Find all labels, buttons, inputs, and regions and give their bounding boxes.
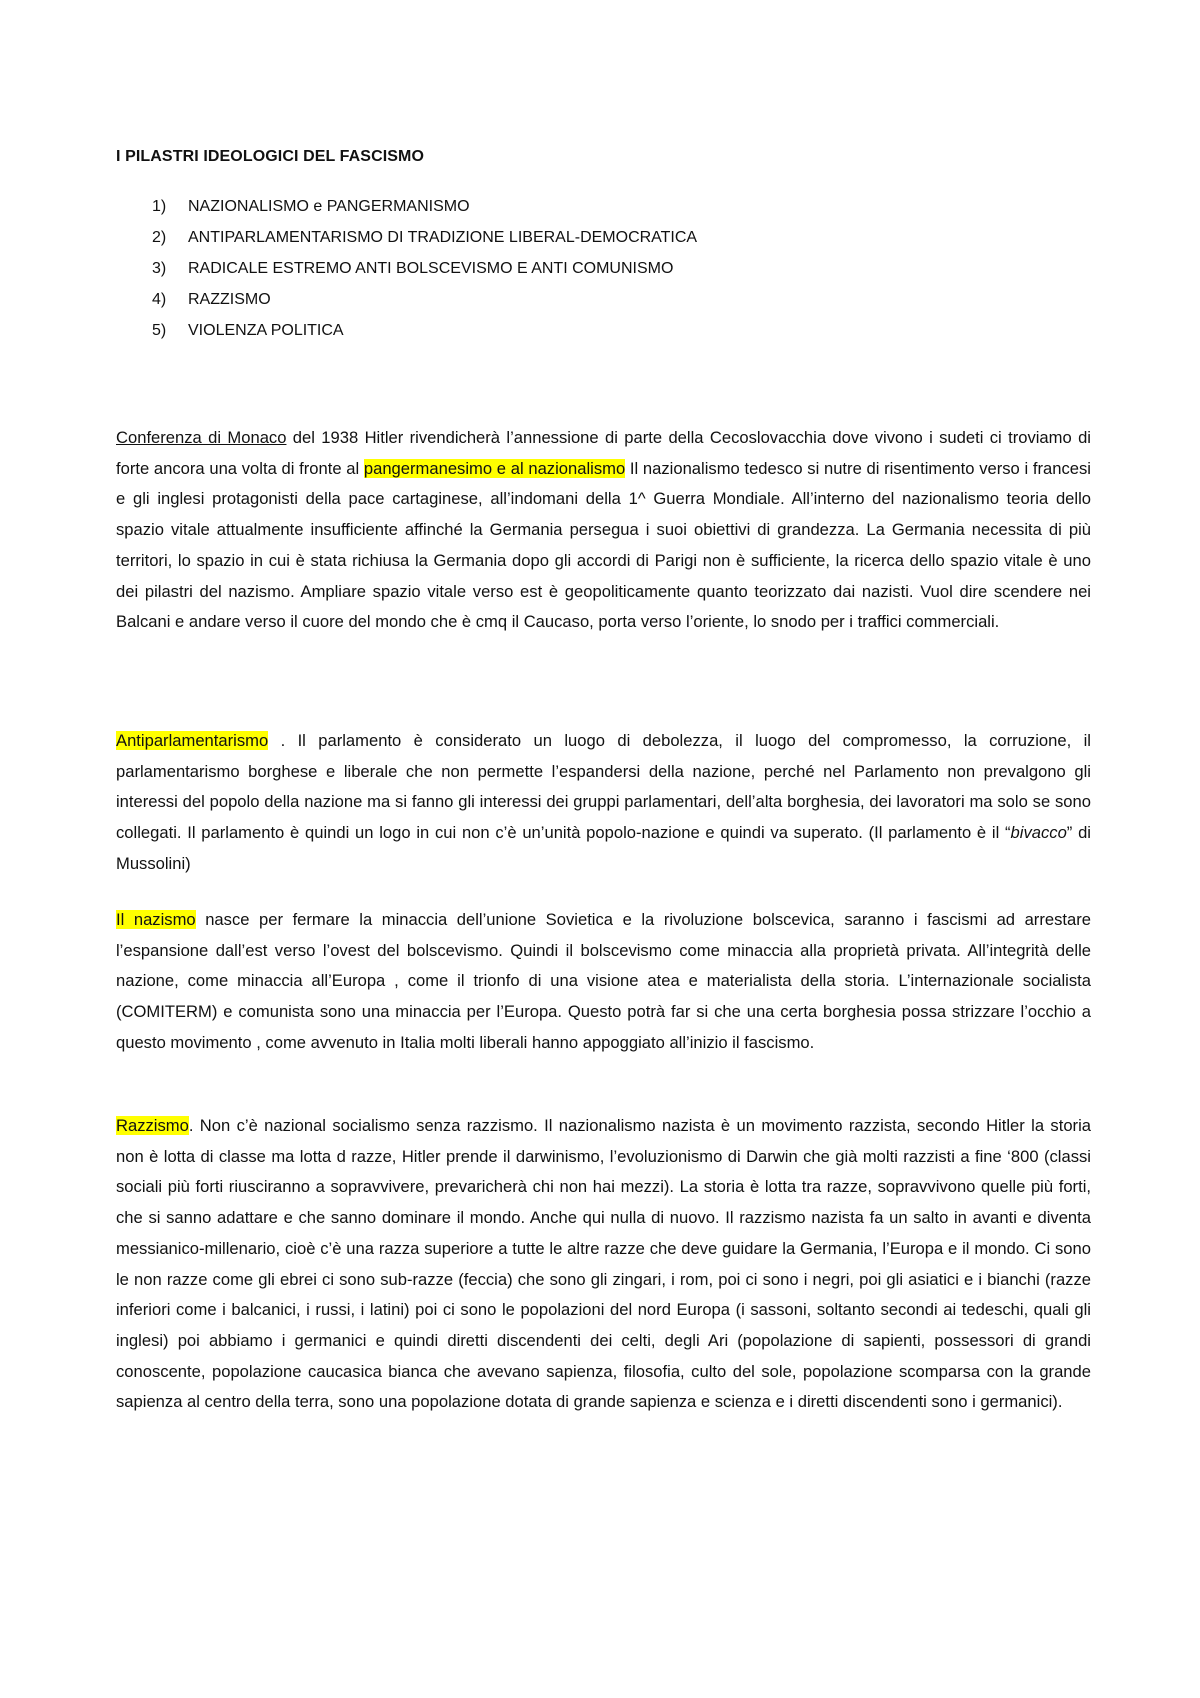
- paragraph-antiparlamentarismo: [116, 726, 1091, 880]
- highlighted-term: pangermanesimo e al nazionalismo: [363, 458, 626, 478]
- paragraph-nazionalismo: [116, 423, 1091, 638]
- list-number: 4): [152, 291, 167, 308]
- list-item: [152, 229, 697, 260]
- paragraph-nazismo: [116, 905, 1091, 1059]
- paragraph-text: nasce per fermare la minaccia dell’unione Sovietica e la rivoluzione bolscevica, saranno i fascismi ad arrestare l’espansione dall’est verso l’ovest del bolscevismo. Quindi il bolscevismo come minaccia alla proprietà privata. All’integrità delle nazione, come minaccia all’Europa , come il trionfo di una visione atea e materialista della storia. L’internazionale socialista (COMITERM) e comunista sono una minaccia per l’Europa. Questo potrà far si che una certa borghesia possa strizzare l’occhio a questo movimento , come avvenuto in Italia molti liberali hanno appoggiato all’inizio il fascismo.: [116, 910, 1091, 1052]
- list-number: 1): [152, 198, 167, 215]
- list-text: ANTIPARLAMENTARISMO DI TRADIZIONE LIBERAL-DEMOCRATICA: [188, 229, 698, 246]
- paragraph-razzismo: [116, 1111, 1091, 1418]
- highlighted-term: Il nazismo: [116, 910, 196, 929]
- paragraph-text: . Il parlamento è considerato un luogo di debolezza, il luogo del compromesso, la corruzione, il parlamentarismo borghese e liberale che non permette l’espandersi della nazione, perché nel Parlamento non prevalgono gli interessi del popolo della nazione ma si fanno gli interessi dei gruppi parlamentari, dell’alta borghesia, dei lavoratori ma solo se sono collegati. Il parlamento è quindi un logo in cui non c’è un’unità popolo-nazione e quindi va superato. (Il parlamento è il “: [116, 731, 1091, 843]
- list-item: [152, 260, 697, 291]
- paragraph-text: ” di Mussolini): [116, 823, 1091, 873]
- list-text: RADICALE ESTREMO ANTI BOLSCEVISMO E ANTI COMUNISMO: [188, 260, 674, 277]
- list-text: VIOLENZA POLITICA: [188, 322, 344, 339]
- list-number: 2): [152, 229, 167, 246]
- list-number: 3): [152, 260, 167, 277]
- paragraph-text: del 1938 Hitler rivendicherà l’annessione di parte della Cecoslovacchia dove vivono i sudeti ci troviamo di forte ancora una volta di fronte al: [116, 428, 1091, 478]
- underlined-term: Conferenza di Monaco: [116, 428, 287, 447]
- document-title: I PILASTRI IDEOLOGICI DEL FASCISMO: [116, 148, 425, 165]
- list-item: [152, 198, 697, 229]
- paragraph-text: Il nazionalismo tedesco si nutre di risentimento verso i francesi e gli inglesi protagonisti della pace cartaginese, all’indomani della 1^ Guerra Mondiale. All’interno del nazionalismo teoria dello spazio vitale attualmente insufficiente affinché la Germania persegua i suoi obiettivi di grandezza. La Germania necessita di più territori, lo spazio in cui è stata richiusa la Germania dopo gli accordi di Parigi non è sufficiente, la ricerca dello spazio vitale è uno dei pilastri del nazismo. Ampliare spazio vitale verso est è geopoliticamente quanto teorizzato dai nazisti. Vuol dire scendere nei Balcani e andare verso il cuore del mondo che è cmq il Caucaso, porta verso l’oriente, lo snodo per i traffici commerciali.: [116, 458, 1091, 632]
- highlighted-term: Antiparlamentarismo: [116, 731, 269, 750]
- list-item: [152, 291, 697, 322]
- pillars-list: [152, 198, 697, 353]
- list-item: [152, 322, 697, 353]
- paragraph-text: . Non c’è nazional socialismo senza razzismo. Il nazionalismo nazista è un movimento razzista, secondo Hitler la storia non è lotta di classe ma lotta d razze, Hitler prende il darwinismo, l’evoluzionismo di Darwin che già molti razzisti a fine ‘800 (classi sociali più forti riusciranno a sopravvivere, prevaricherà chi non hai mezzi). La storia è lotta tra razze, sopravvivono quelle più forti, che si sanno adattare e che sanno dominare il mondo. Anche qui nulla di nuovo. Il razzismo nazista fa un salto in avanti e diventa messianico-millenario, cioè c’è una razza superiore a tutte le altre razze che deve guidare la Germania, l’Europa e il mondo. Ci sono le non razze come gli ebrei ci sono sub-razze (feccia) che sono gli zingari, i rom, poi ci sono i negri, poi gli asiatici e i bianchi (razze inferiori come i balcanici, i russi, i latini) poi ci sono le popolazioni del nord Europa (i sassoni, soltanto secondi ai tedeschi, quali gli inglesi) poi abbiamo i germanici e quindi diretti discendenti dei celti, degli Ari (popolazione di sapienti, possessori di grandi conoscente, popolazione caucasica bianca che avevano sapienza, filosofia, culto del sole, popolazione scomparsa con la grande sapienza al centro della terra, sono una popolazione dotata di grande sapienza e scienza e i diretti discendenti sono i germanici).: [116, 1116, 1091, 1412]
- italic-term: bivacco: [1010, 823, 1067, 843]
- list-number: 5): [152, 322, 167, 339]
- list-text: RAZZISMO: [188, 291, 271, 308]
- highlighted-term: Razzismo: [116, 1116, 189, 1135]
- list-text: NAZIONALISMO e PANGERMANISMO: [188, 198, 470, 215]
